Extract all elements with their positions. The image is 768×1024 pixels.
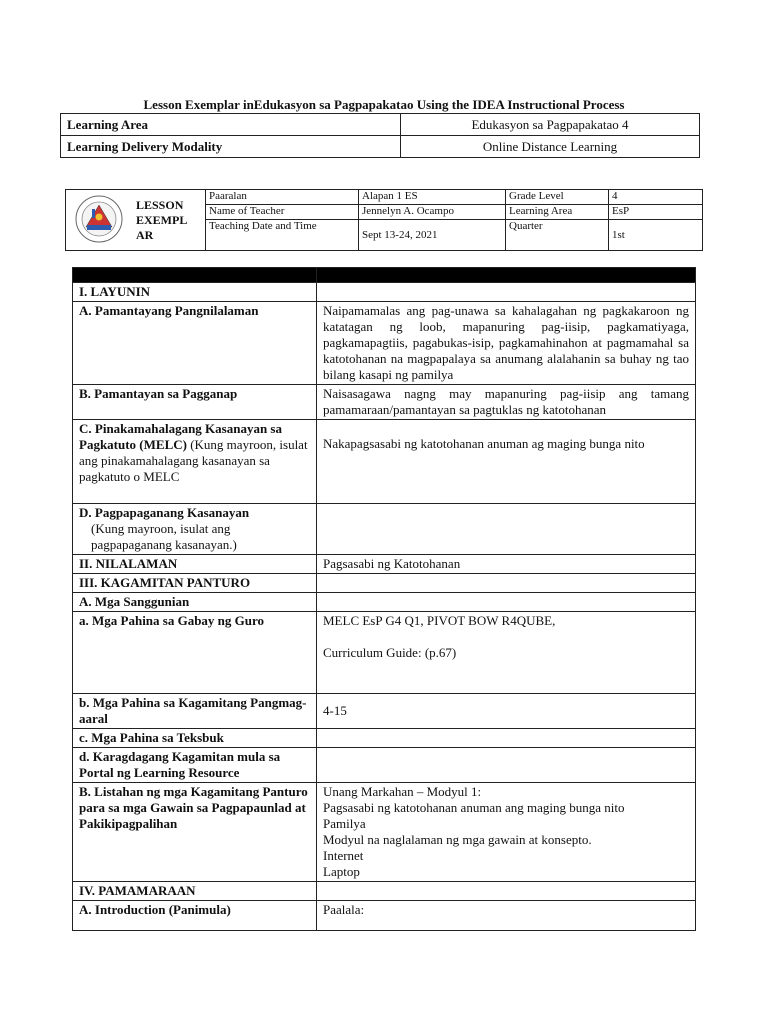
deped-seal-icon [75,195,123,243]
melc-label-note: (Kung mayroon, isulat ang pinakamahalagang kasanayan sa pagkatuto o MELC [79,437,308,484]
table-row [206,220,703,251]
table-row [206,190,703,205]
grade-level-value: 4 [609,190,703,205]
gabay-line: Curriculum Guide: (p.67) [323,645,457,660]
table-row [73,283,696,302]
table-row [206,205,703,220]
introduction-label: A. Introduction (Panimula) [73,901,317,931]
teacher-value: Jennelyn A. Ocampo [359,205,506,220]
grade-level-label: Grade Level [506,190,609,205]
layunin-heading: I. LAYUNIN [73,283,317,302]
lesson-info-table [205,189,703,251]
kagamitang-pangmag-aaral-value: 4-15 [317,694,696,729]
quarter-value: 1st [609,220,703,251]
table-row [73,302,696,385]
sanggunian-heading: A. Mga Sanggunian [73,593,317,612]
pamamaraan-heading: IV. PAMAMARAAN [73,882,317,901]
table-row [73,901,696,931]
listahan-line: Internet [323,848,364,863]
gabay-ng-guro-label: a. Mga Pahina sa Gabay ng Guro [73,612,317,694]
table-row [73,555,696,574]
lesson-label-line: EXEMPL [136,213,188,227]
melc-label [73,420,317,504]
gabay-ng-guro-value [317,612,696,694]
listahan-line: Unang Markahan – Modyul 1: [323,784,482,799]
learning-area-value: Edukasyon sa Pagpapakatao 4 [401,114,700,136]
pamantayan-sa-pagganap-label: B. Pamantayan sa Pagganap [73,385,317,420]
date-value: Sept 13-24, 2021 [359,220,506,251]
listahan-line: Pamilya [323,816,366,831]
pagpapaganang-label-bold: D. Pagpapaganang Kasanayan [79,505,250,520]
table-row [73,420,696,504]
kagamitang-pangmag-aaral-label: b. Mga Pahina sa Kagamitang Pangmag-aaral [73,694,317,729]
document-title: Lesson Exemplar inEdukasyon sa Pagpapakatao Using the IDEA Instructional Process [143,97,625,112]
listahan-line: Laptop [323,864,360,879]
lesson-label-line: LESSON [136,198,184,212]
teksbuk-label: c. Mga Pahina sa Teksbuk [73,729,317,748]
learning-area-value: EsP [609,205,703,220]
melc-label-bold: C. Pinakamahalagang Kasanayan sa Pagkatuto (MELC) [79,421,282,452]
table-row [73,748,696,783]
pagpapaganang-kasanayan-label [73,504,317,555]
pagpapaganang-label-note: (Kung mayroon, isulat ang pagpapaganang kasanayan.) [91,521,237,552]
table-row [73,694,696,729]
teacher-label: Name of Teacher [206,205,359,220]
table-row [61,114,700,136]
table-row [73,504,696,555]
table-row [73,783,696,882]
table-row [73,882,696,901]
date-label: Teaching Date and Time [206,220,359,251]
table-row [73,729,696,748]
lesson-label-line: AR [136,228,154,242]
nilalaman-value: Pagsasabi ng Katotohanan [317,555,696,574]
delivery-modality-value: Online Distance Learning [401,136,700,158]
pamantayan-sa-pagganap-value: Naisasagawa nagng may mapanuring pag-iisip ang tamang pamamaraan/pamantayan sa pagtuklas ng katotohanan [317,385,696,420]
table-row [73,612,696,694]
listahan-value [317,783,696,882]
nilalaman-heading: II. NILALAMAN [73,555,317,574]
table-row [73,385,696,420]
quarter-label: Quarter [506,220,609,251]
paaralan-value: Alapan 1 ES [359,190,506,205]
melc-value: Nakapagsasabi ng katotohanan anuman ag maging bunga nito [317,420,696,504]
lesson-exemplar-label [136,198,206,243]
introduction-value: Paalala: [317,901,696,931]
table-row [73,593,696,612]
table-row [73,574,696,593]
listahan-line: Modyul na naglalaman ng mga gawain at konsepto. [323,832,592,847]
learning-area-label: Learning Area [61,114,401,136]
listahan-line: Pagsasabi ng katotohanan anuman ang maging bunga nito [323,800,625,815]
learning-area-label: Learning Area [506,205,609,220]
table-header-row [73,268,696,283]
paaralan-label: Paaralan [206,190,359,205]
listahan-label: B. Listahan ng mga Kagamitang Panturo para sa mga Gawain sa Pagpapaunlad at Pakikipagpalihan [73,783,317,882]
table-row [61,136,700,158]
delivery-modality-label: Learning Delivery Modality [61,136,401,158]
gabay-line: MELC EsP G4 Q1, PIVOT BOW R4QUBE, [323,613,556,628]
pamantayang-pangnilalaman-label: A. Pamantayang Pangnilalaman [73,302,317,385]
lesson-plan-table [72,267,696,931]
kagamitan-heading: III. KAGAMITAN PANTURO [73,574,317,593]
pamantayang-pangnilalaman-value: Naipamamalas ang pag-unawa sa kahalagahan ng pagkakaroon ng katatagan ng loob, mapanuring pag-iisip, pagkamatiyaga, pagkamapagtiis, pagabukas-isip, pagkamahinahon at pagmamahal sa katotohanan na magpapalaya sa anumang alalahanin sa buhay ng tao bilang kasapi ng pamilya [317,302,696,385]
learning-area-table [60,113,700,158]
karagdagang-kagamitan-label: d. Karagdagang Kagamitan mula sa Portal ng Learning Resource [73,748,317,783]
